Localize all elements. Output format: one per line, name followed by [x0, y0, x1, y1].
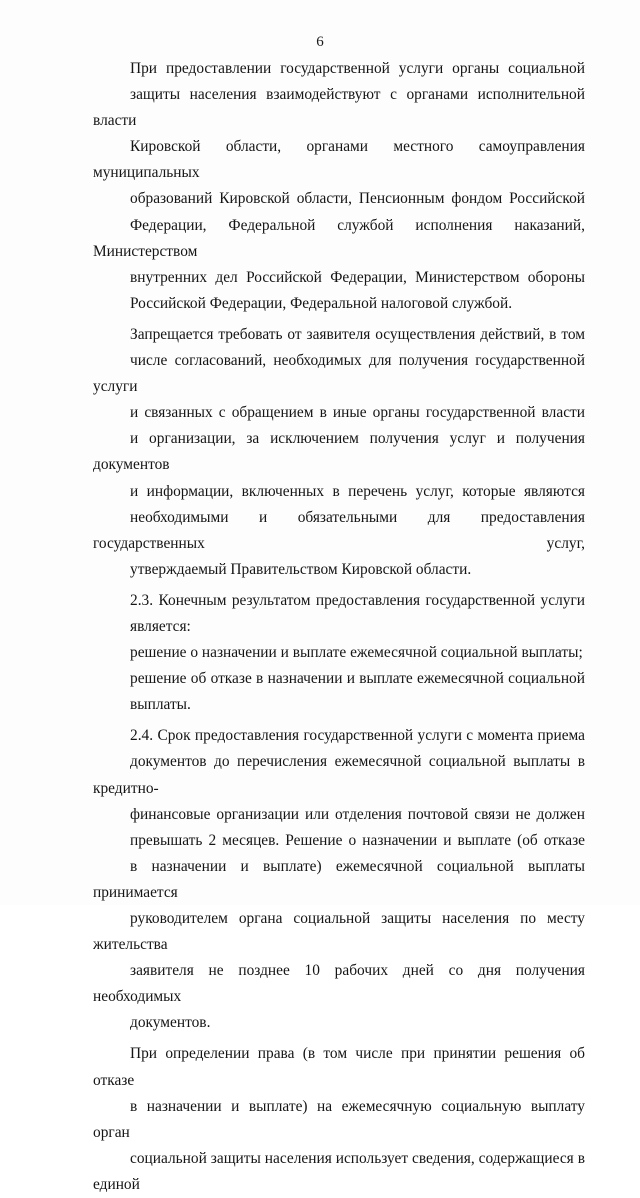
text-line: документов.: [130, 1014, 211, 1032]
text-line: в назначении и выплате) ежемесячной социальной выплаты принимается: [93, 857, 585, 901]
list-item-refusal: [93, 666, 585, 718]
text-line: внутренних дел Российской Федерации, Министерством обороны: [130, 268, 585, 286]
text-line: утверждаемый Правительством Кировской области.: [130, 560, 472, 578]
text-line: необходимыми и обязательными для предоставления государственных услуг,: [93, 508, 585, 552]
list-item-approval: [93, 640, 585, 666]
text-line: Федерации, Федеральной службой исполнения наказаний, Министерством: [93, 216, 585, 260]
page-number: 6: [316, 34, 324, 50]
paragraph-interaction: [93, 56, 585, 317]
text-line: решение о назначении и выплате ежемесячной социальной выплаты;: [130, 644, 583, 662]
text-line: числе согласований, необходимых для получения государственной услуги: [93, 352, 585, 396]
text-line: При предоставлении государственной услуги органы социальной: [130, 60, 585, 77]
text-line: документов до перечисления ежемесячной социальной выплаты в кредитно-: [93, 753, 585, 797]
text-line: финансовые организации или отделения почтовой связи не должен: [130, 805, 585, 823]
text-line: социальной защиты населения использует сведения, содержащиеся в единой: [93, 1149, 585, 1193]
document-body: [93, 56, 585, 1198]
text-line: При определении права (в том числе при принятии решения об отказе: [93, 1045, 585, 1089]
text-line: Запрещается требовать от заявителя осуществления действий, в том: [130, 325, 585, 343]
text-line: и связанных с обращением в иные органы государственной власти: [130, 404, 585, 422]
text-line: руководителем органа социальной защиты населения по месту жительства: [93, 910, 585, 954]
text-line: в назначении и выплате) на ежемесячную социальную выплату орган: [93, 1097, 585, 1141]
text-line: решение об отказе в назначении и выплате ежемесячной социальной: [130, 670, 585, 688]
text-line: и информации, включенных в перечень услуг, которые являются: [130, 482, 585, 500]
text-line: Российской Федерации, Федеральной налоговой службой.: [130, 294, 513, 312]
text-line: 2.3. Конечным результатом предоставления государственной услуги: [130, 591, 585, 609]
text-line: является:: [130, 617, 191, 635]
text-line: превышать 2 месяцев. Решение о назначении и выплате (об отказе: [130, 831, 585, 849]
text-line: защиты населения взаимодействуют с органами исполнительной власти: [93, 86, 585, 130]
text-line: и организации, за исключением получения услуг и получения документов: [93, 430, 585, 474]
text-line: Кировской области, органами местного самоуправления муниципальных: [93, 138, 585, 182]
paragraph-section-2-3: [93, 588, 585, 640]
paragraph-right-determination: [93, 1041, 585, 1198]
text-line: выплаты.: [130, 696, 191, 714]
paragraph-section-2-4: [93, 723, 585, 1036]
text-line: образований Кировской области, Пенсионным фондом Российской: [130, 190, 585, 208]
text-line: заявителя не позднее 10 рабочих дней со дня получения необходимых: [93, 962, 585, 1006]
text-line: 2.4. Срок предоставления государственной услуги с момента приема: [130, 727, 585, 745]
paragraph-prohibition: [93, 322, 585, 583]
